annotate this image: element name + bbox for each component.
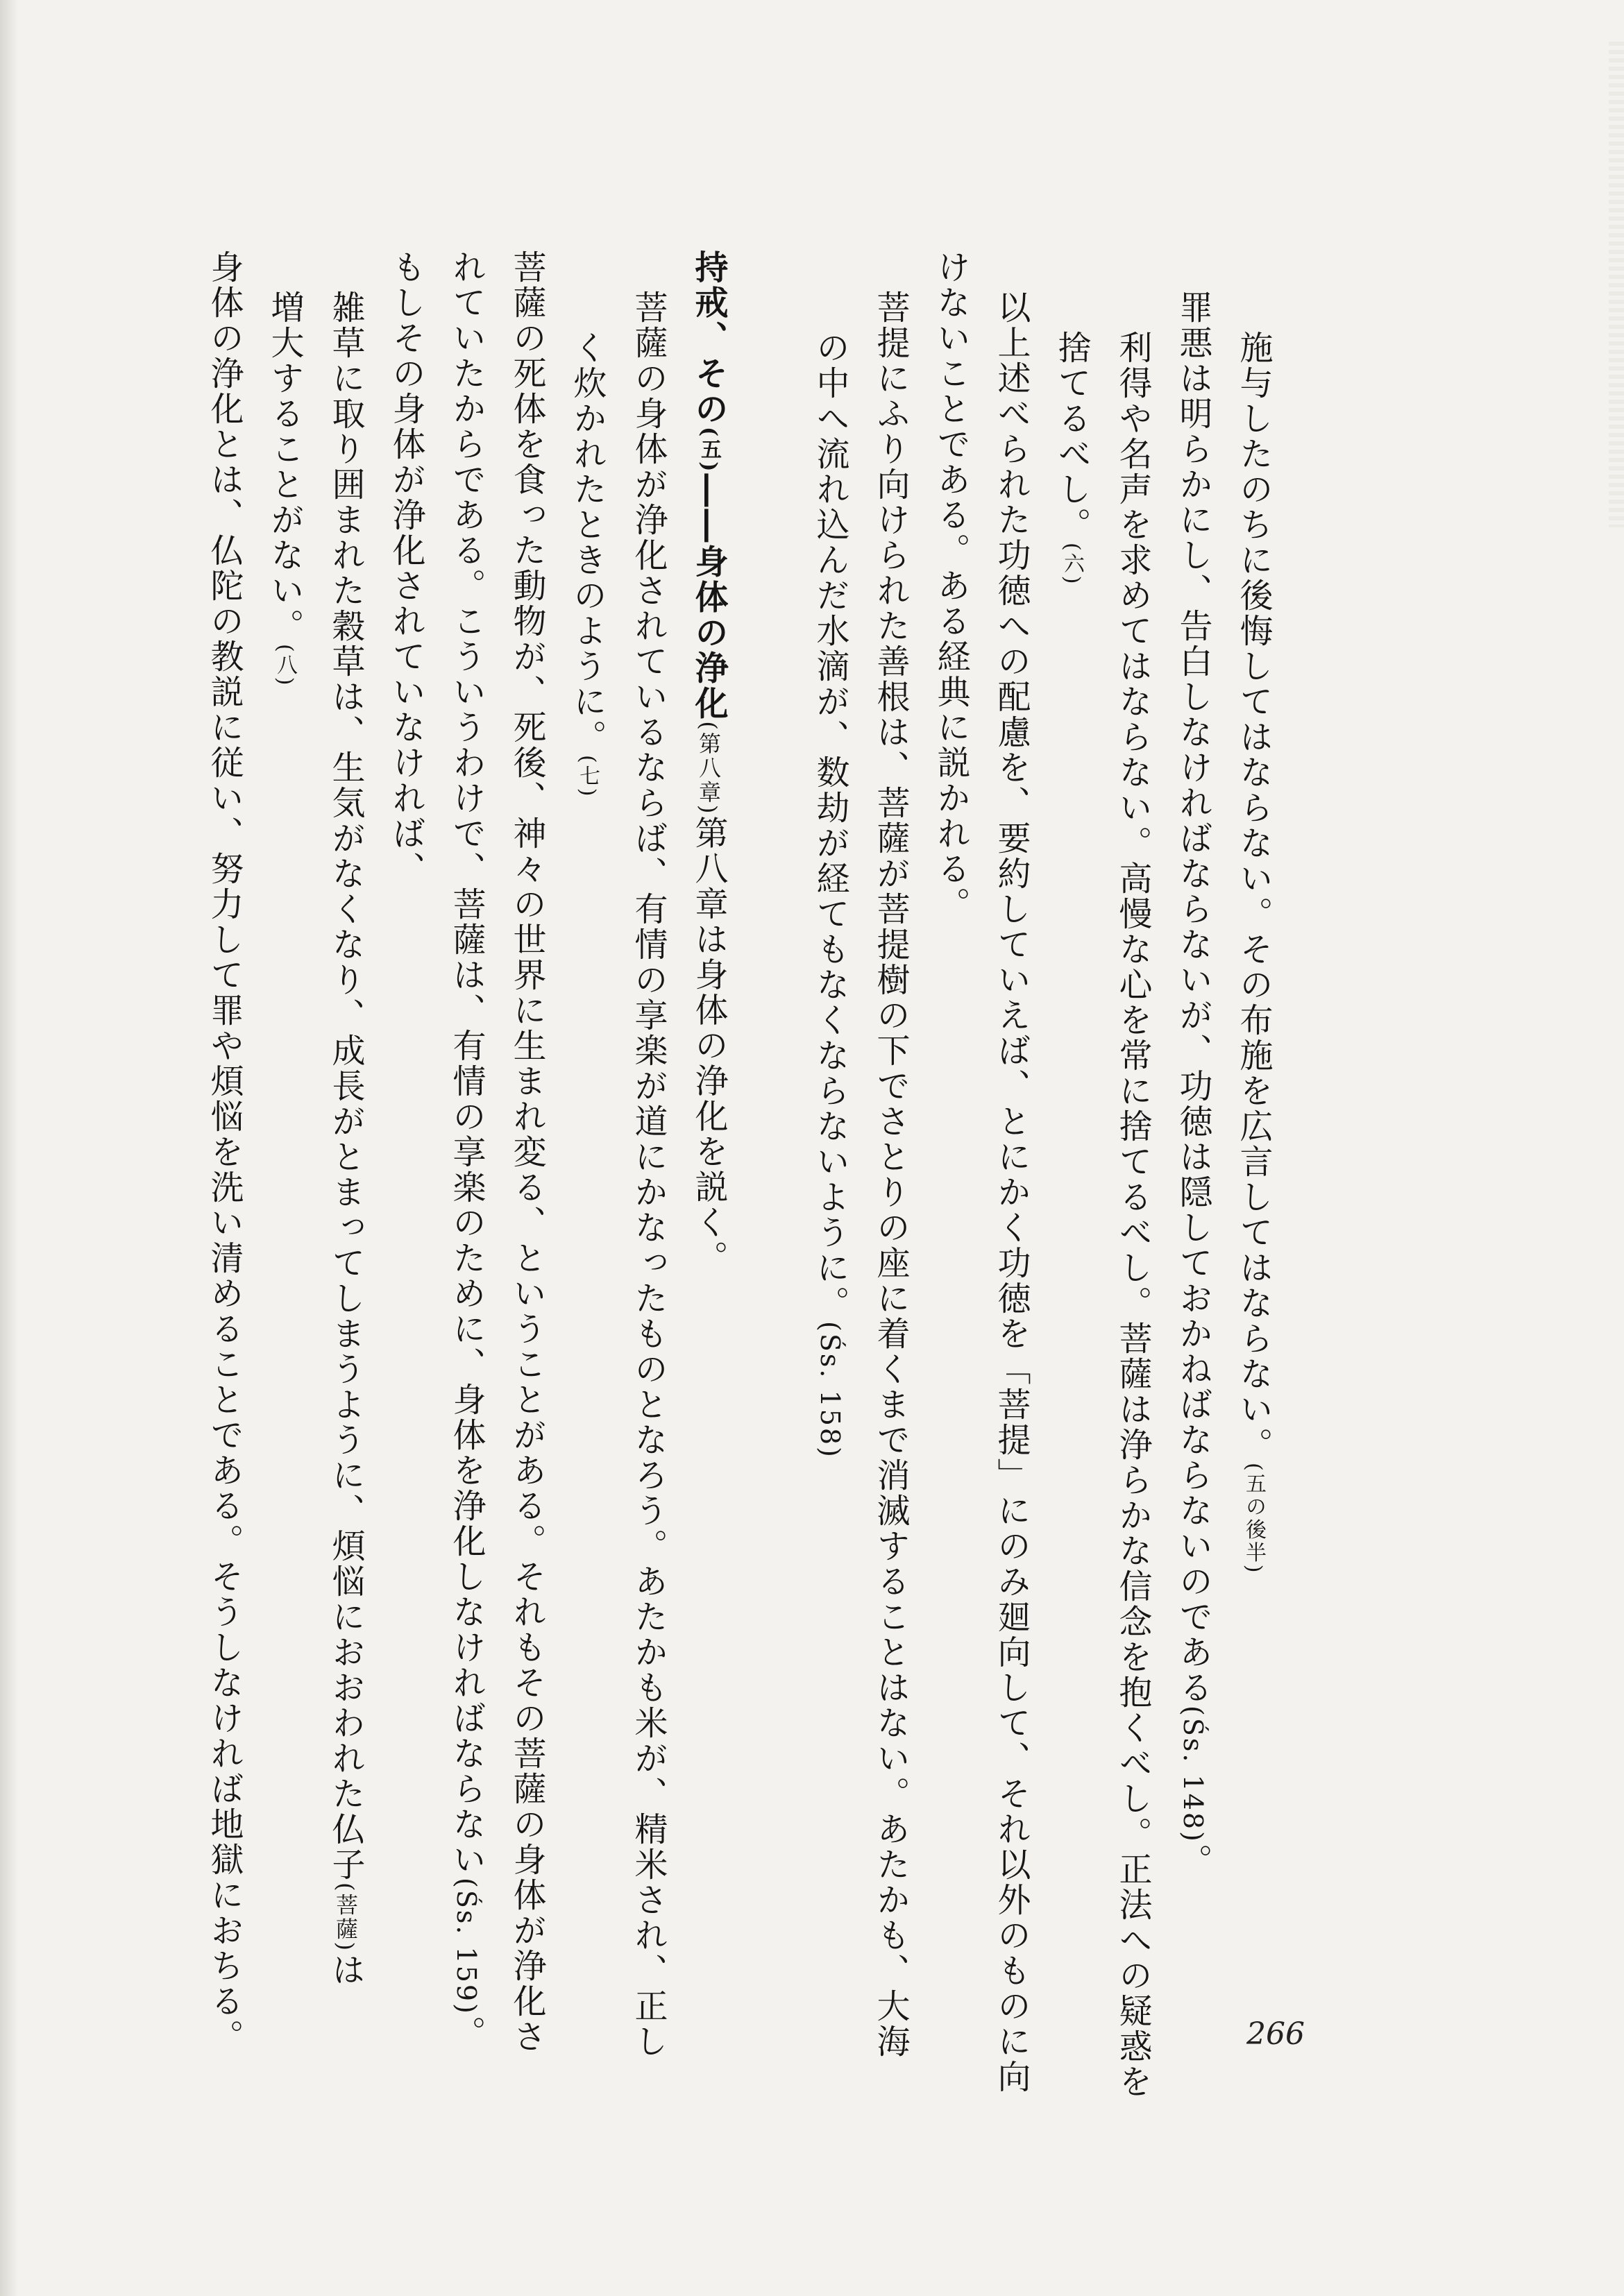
page-right-edge [1609,42,1624,527]
text-line: 身体の浄化とは、仏陀の教説に従い、努力して罪や煩悩を洗い清めることである。そうしなければ地獄におちる。 [205,250,244,2055]
gloss-note: (菩薩) [332,1882,359,1953]
section-heading: 持戒、その(五)――身体の浄化(第八章)第八章は身体の浄化を説く。 [689,250,728,1276]
text-line: く炊かれたときのように。(七) [568,330,607,799]
text-line: 施与したのちに後悔してはならない。その布施を広言してはならない。(五の後半) [1234,330,1273,1575]
note-marker: (七) [575,755,600,799]
text-line: 菩薩の死体を食った動物が、死後、神々の世界に生まれ変る、ということがある。それもその菩薩の身体が浄化さ [507,250,546,2055]
text-line: 利得や名声を求めてはならない。高慢な心を常に捨てるべし。菩薩は浄らかな信念を抱くべし。正法への疑惑を [1113,330,1152,2100]
text-line: の中へ流れ込んだ水滴が、数劫が経てもなくならないように。(Śs. 158) [811,330,849,1459]
text-line: 雑草に取り囲まれた穀草は、生気がなくなり、成長がとまってしまうように、煩悩におおわれた仏子(菩薩)は [326,290,365,1988]
citation: (Śs. 159) [451,1878,482,2016]
text-line: もしその身体が浄化されていなければ、 [387,250,425,887]
text-line: 以上述べられた功徳への配慮を、要約していえば、とにかく功徳を「菩提」にのみ廻向して、それ以外のものに向 [992,290,1031,2095]
note-marker: (八) [273,644,297,688]
text-line: けないことである。ある経典に説かれる。 [931,250,970,922]
vertical-text-body [187,250,1284,2100]
note-marker: (五の後半) [1242,1463,1266,1575]
text-line: 菩提にふり向けられた善根は、菩薩が菩提樹の下でさとりの座に着くまで消滅することはない。あたかも、大海 [871,290,910,2059]
page-number: 266 [1246,2016,1305,2052]
section-gap [739,250,800,2068]
text-line: れていたからである。こういうわけで、菩薩は、有情の享楽のために、身体を浄化しなければならない(Śs. 159)。 [447,250,486,2051]
text-line: 捨てるべし。(六) [1052,330,1091,586]
page-left-shadow [0,0,18,2296]
note-marker: (六) [1060,543,1084,586]
heading-number: (五) [697,427,721,474]
citation: (Śs. 158) [815,1321,845,1459]
text-line: 罪悪は明らかにし、告白しなければならないが、功徳は隠しておかねばならないのである(Śs. 148)。 [1174,290,1212,1879]
text-line: 菩薩の身体が浄化されているならば、有情の享楽が道にかなったものとなろう。あたかも米が、精米され、正し [629,290,668,2059]
chapter-note: (第八章) [695,721,722,816]
text-line: 増大することがない。(八) [265,290,304,688]
citation: (Śs. 148) [1178,1706,1208,1844]
